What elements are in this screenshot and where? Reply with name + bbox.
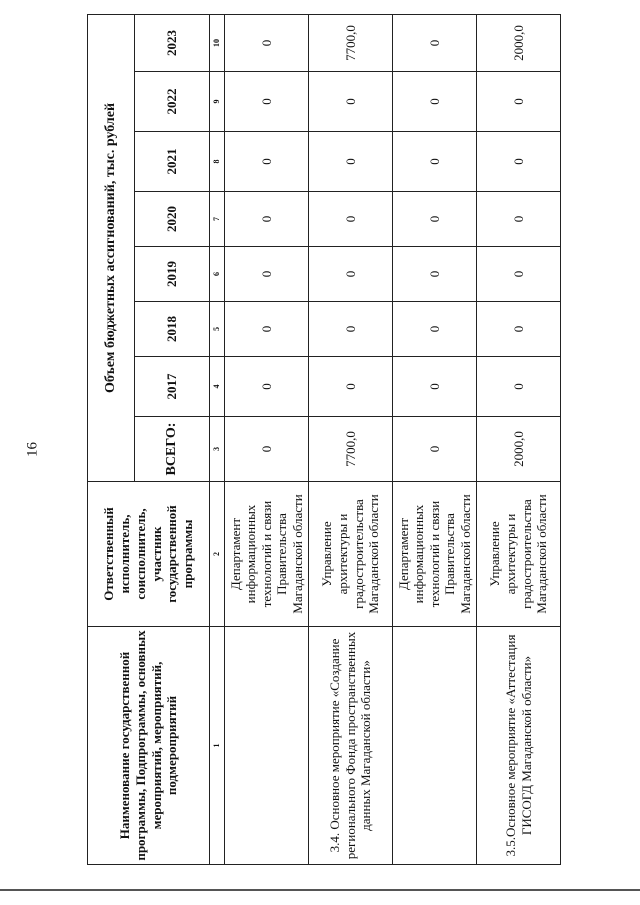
header-year: 2017: [135, 357, 210, 417]
header-year: 2023: [135, 14, 210, 71]
row-value: 0: [477, 192, 561, 247]
column-number: 4: [210, 357, 225, 417]
header-year: 2020: [135, 192, 210, 247]
column-number: 1: [210, 627, 225, 865]
column-numbers-row: [210, 14, 225, 864]
header-year: 2019: [135, 247, 210, 302]
budget-table: [87, 14, 561, 865]
row-value: 0: [309, 132, 393, 192]
row-value: 0: [393, 132, 477, 192]
row-value: 0: [225, 302, 309, 357]
row-value: 0: [309, 72, 393, 132]
row-value: 0: [309, 302, 393, 357]
column-number: 9: [210, 72, 225, 132]
row-value: 0: [309, 357, 393, 417]
row-value: 0: [309, 247, 393, 302]
row-value: 0: [225, 247, 309, 302]
row-total: 0: [225, 417, 309, 482]
column-number: 2: [210, 482, 225, 627]
row-value: 0: [477, 357, 561, 417]
row-name: 3.5.Основное мероприятие «Аттестация ГИСОГД Магаданской области»: [477, 627, 561, 865]
column-number: 10: [210, 14, 225, 71]
row-value: 0: [393, 72, 477, 132]
column-number: 6: [210, 247, 225, 302]
row-total: 2000,0: [477, 417, 561, 482]
row-name: [393, 627, 477, 865]
row-value: 0: [393, 192, 477, 247]
row-name: 3.4. Основное мероприятие «Создание регионального Фонда пространственных данных Магаданской области»: [309, 627, 393, 865]
bottom-rule: [0, 889, 640, 891]
row-total: 0: [393, 417, 477, 482]
column-number: 5: [210, 302, 225, 357]
table-row: [477, 14, 561, 864]
row-value: 0: [225, 357, 309, 417]
row-value: 0: [477, 302, 561, 357]
header-executor: Ответственный исполнитель, соисполнитель, участник государственной программы: [88, 482, 210, 627]
rotated-table-container: [87, 15, 557, 865]
row-executor: Департамент информационных технологий и связи Правительства Магаданской области: [393, 482, 477, 627]
row-value: 0: [477, 72, 561, 132]
page-number: 16: [24, 442, 41, 457]
row-value: 7700,0: [309, 14, 393, 71]
header-year: 2018: [135, 302, 210, 357]
table-row: [309, 14, 393, 864]
row-value: 0: [393, 357, 477, 417]
row-value: 0: [393, 14, 477, 71]
row-value: 2000,0: [477, 14, 561, 71]
row-value: 0: [225, 72, 309, 132]
header-year: 2022: [135, 72, 210, 132]
column-number: 3: [210, 417, 225, 482]
row-value: 0: [477, 247, 561, 302]
header-total: ВСЕГО:: [135, 417, 210, 482]
row-value: 0: [225, 132, 309, 192]
table-row: [225, 14, 309, 864]
row-name: [225, 627, 309, 865]
row-value: 0: [393, 302, 477, 357]
header-budget: Объем бюджетных ассигнований, тыс. рублей: [88, 14, 135, 481]
header-row-top: [88, 14, 135, 864]
header-year: 2021: [135, 132, 210, 192]
row-executor: Департамент информационных технологий и связи Правительства Магаданской области: [225, 482, 309, 627]
row-value: 0: [225, 192, 309, 247]
row-total: 7700,0: [309, 417, 393, 482]
column-number: 7: [210, 192, 225, 247]
column-number: 8: [210, 132, 225, 192]
row-executor: Управление архитектуры и градостроительства Магаданской области: [477, 482, 561, 627]
row-value: 0: [309, 192, 393, 247]
row-value: 0: [225, 14, 309, 71]
header-name: Наименование государственной программы, Подпрограммы, основных мероприятий, мероприятий, подмероприятий: [88, 627, 210, 865]
table-row: [393, 14, 477, 864]
row-value: 0: [393, 247, 477, 302]
row-value: 0: [477, 132, 561, 192]
row-executor: Управление архитектуры и градостроительства Магаданской области: [309, 482, 393, 627]
